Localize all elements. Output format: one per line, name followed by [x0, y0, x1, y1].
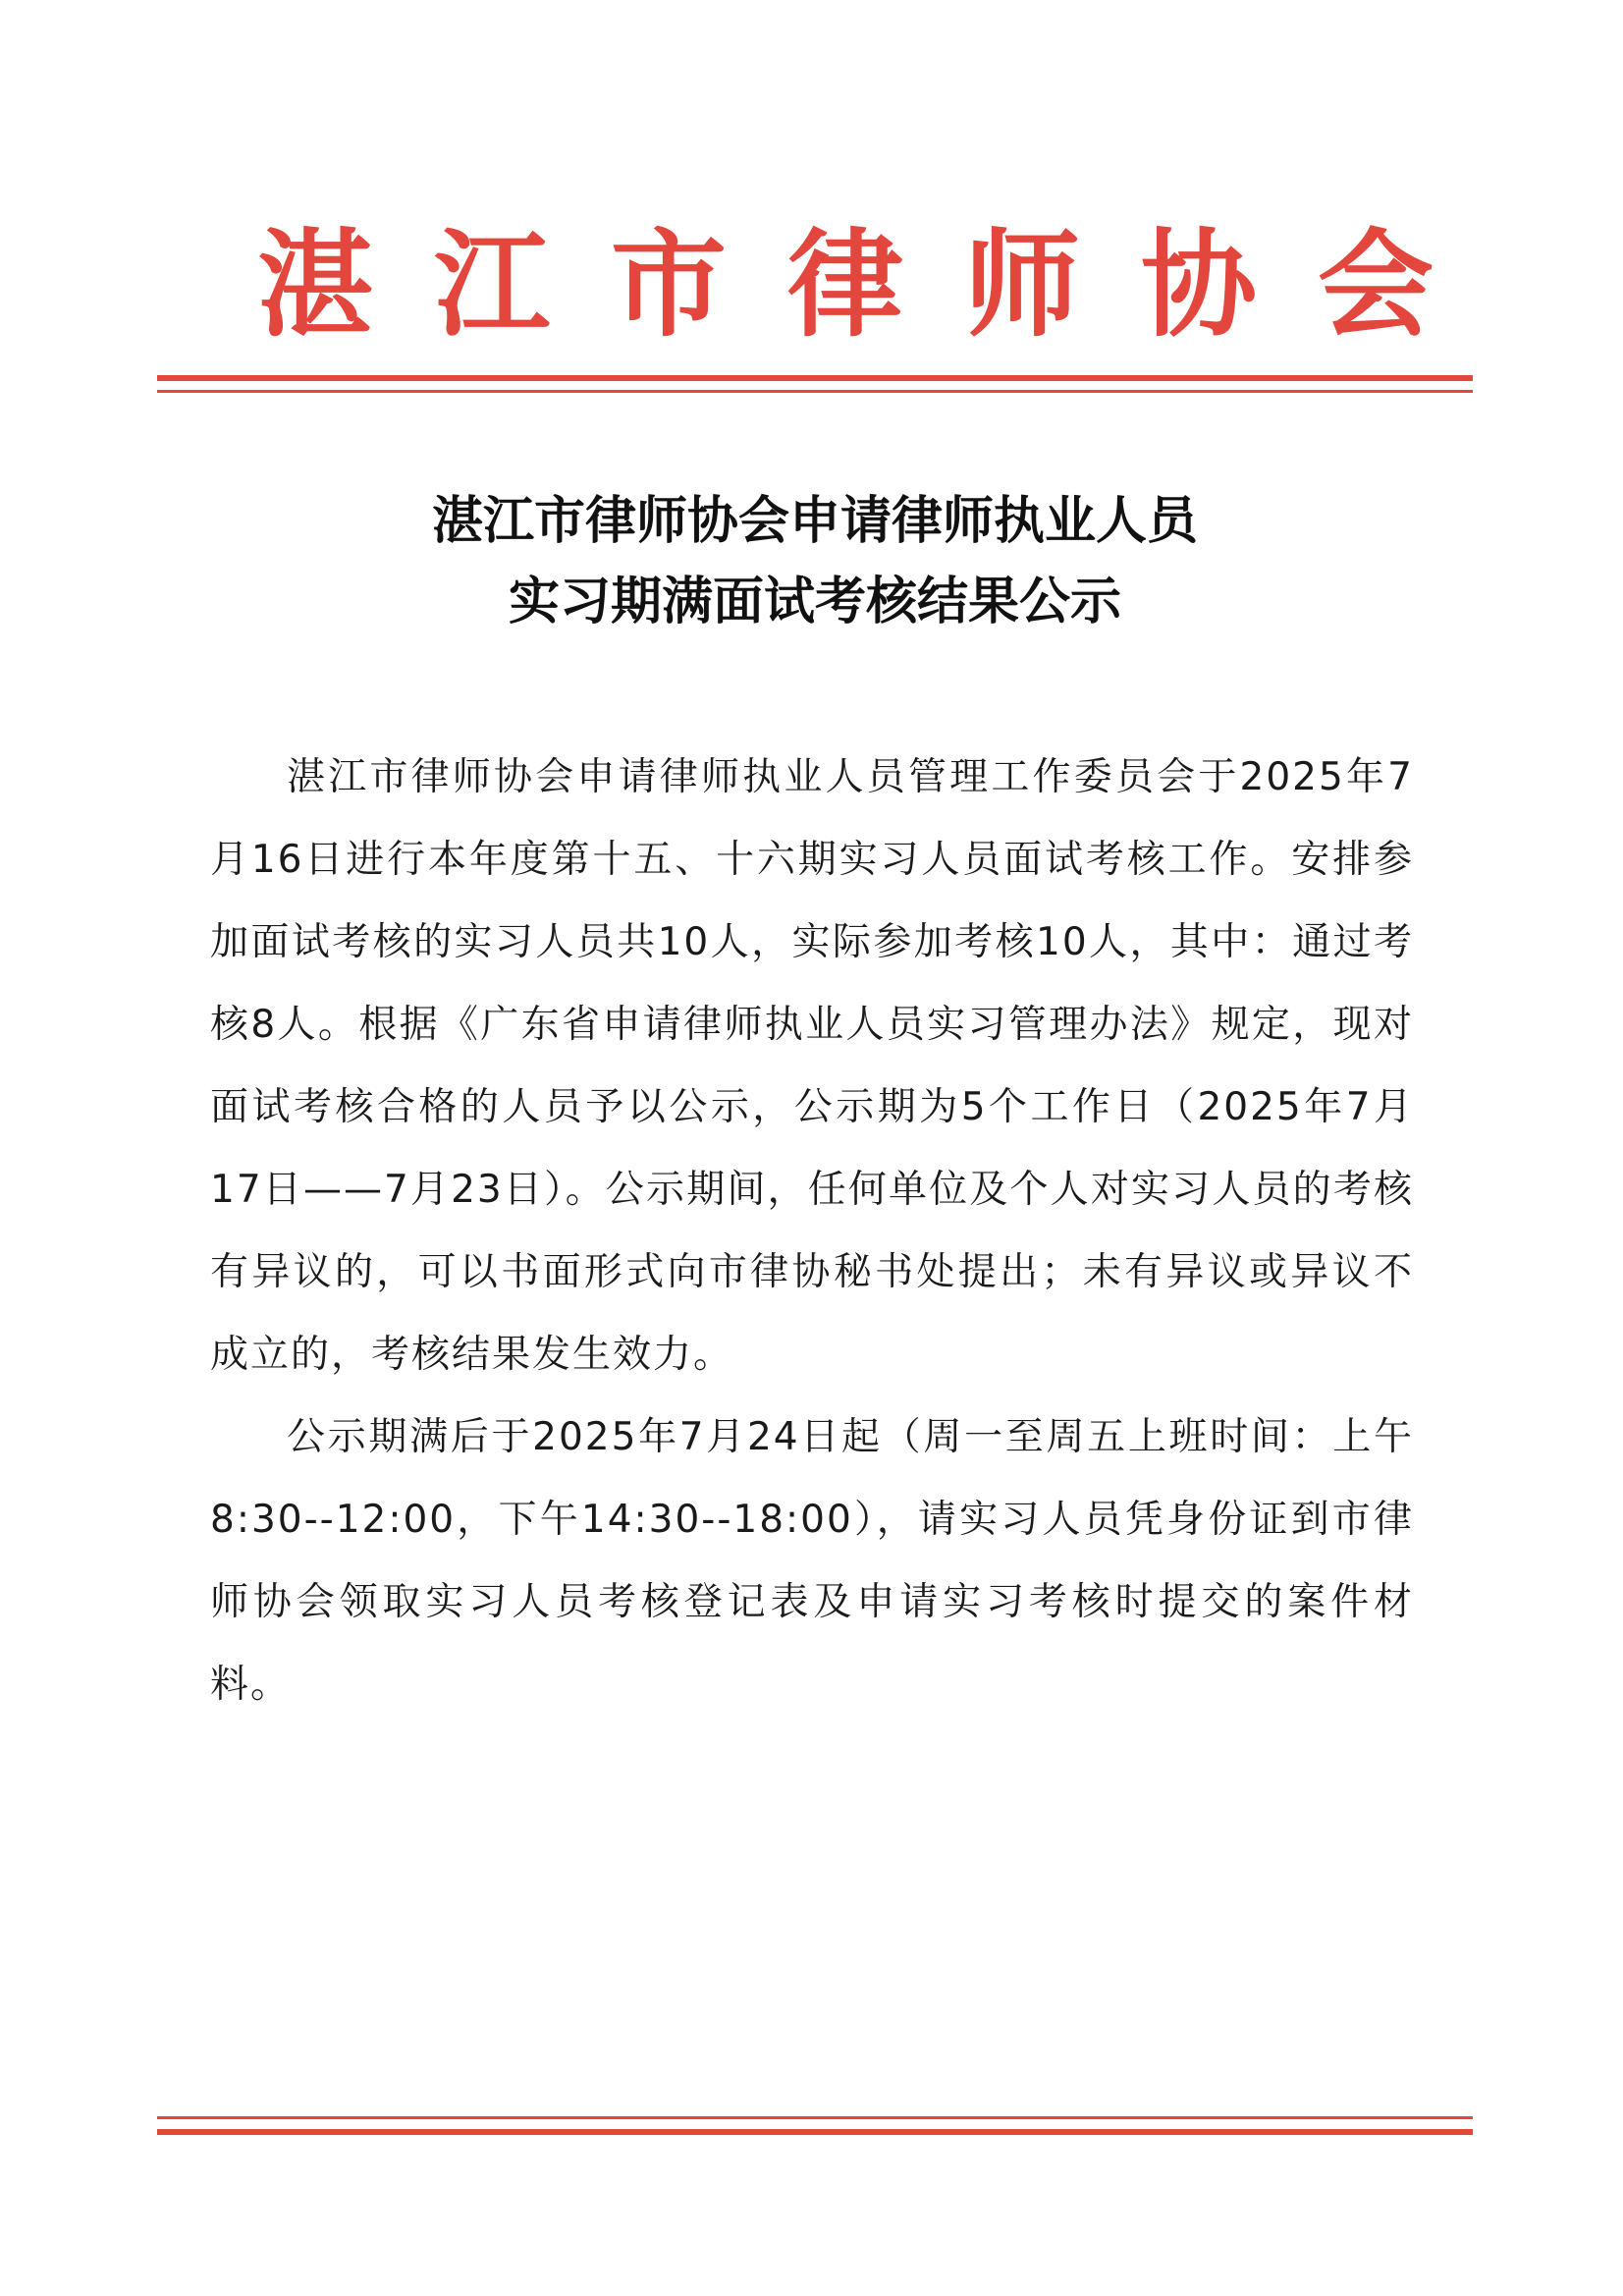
- body-paragraph-2: 公示期满后于2025年7月24日起（周一至周五上班时间：上午8:30--12:00，下午14:30--18:00），请实习人员凭身份证到市律师协会领取实习人员考核登记表及申请实习考核时提交的案件材料。: [210, 1415, 1414, 1707]
- document-title-line-2: 实习期满面试考核结果公示: [508, 572, 1121, 631]
- letterhead-rule-thin: [157, 390, 1473, 393]
- letterhead-rule-thick: [157, 375, 1473, 381]
- footer-rule-thick: [157, 2129, 1473, 2135]
- document-body: [210, 737, 1414, 1726]
- body-paragraph-1: 湛江市律师协会申请律师执业人员管理工作委员会于2025年7月16日进行本年度第十五、十六期实习人员面试考核工作。安排参加面试考核的实习人员共10人，实际参加考核10人，其中：通过考核8人。根据《广东省申请律师执业人员实习管理办法》规定，现对面试考核合格的人员予以公示，公示期为5个工作日（2025年7月17日——7月23日）。公示期间，任何单位及个人对实习人员的考核有异议的，可以书面形式向市律协秘书处提出；未有异议或异议不成立的，考核结果发生效力。: [210, 755, 1414, 1377]
- document-title: [157, 481, 1473, 642]
- document-title-line-1: 湛江市律师协会申请律师执业人员: [431, 491, 1198, 551]
- footer-rule-thin: [157, 2116, 1473, 2119]
- letterhead-org-name: 湛江市律师协会: [256, 217, 1494, 353]
